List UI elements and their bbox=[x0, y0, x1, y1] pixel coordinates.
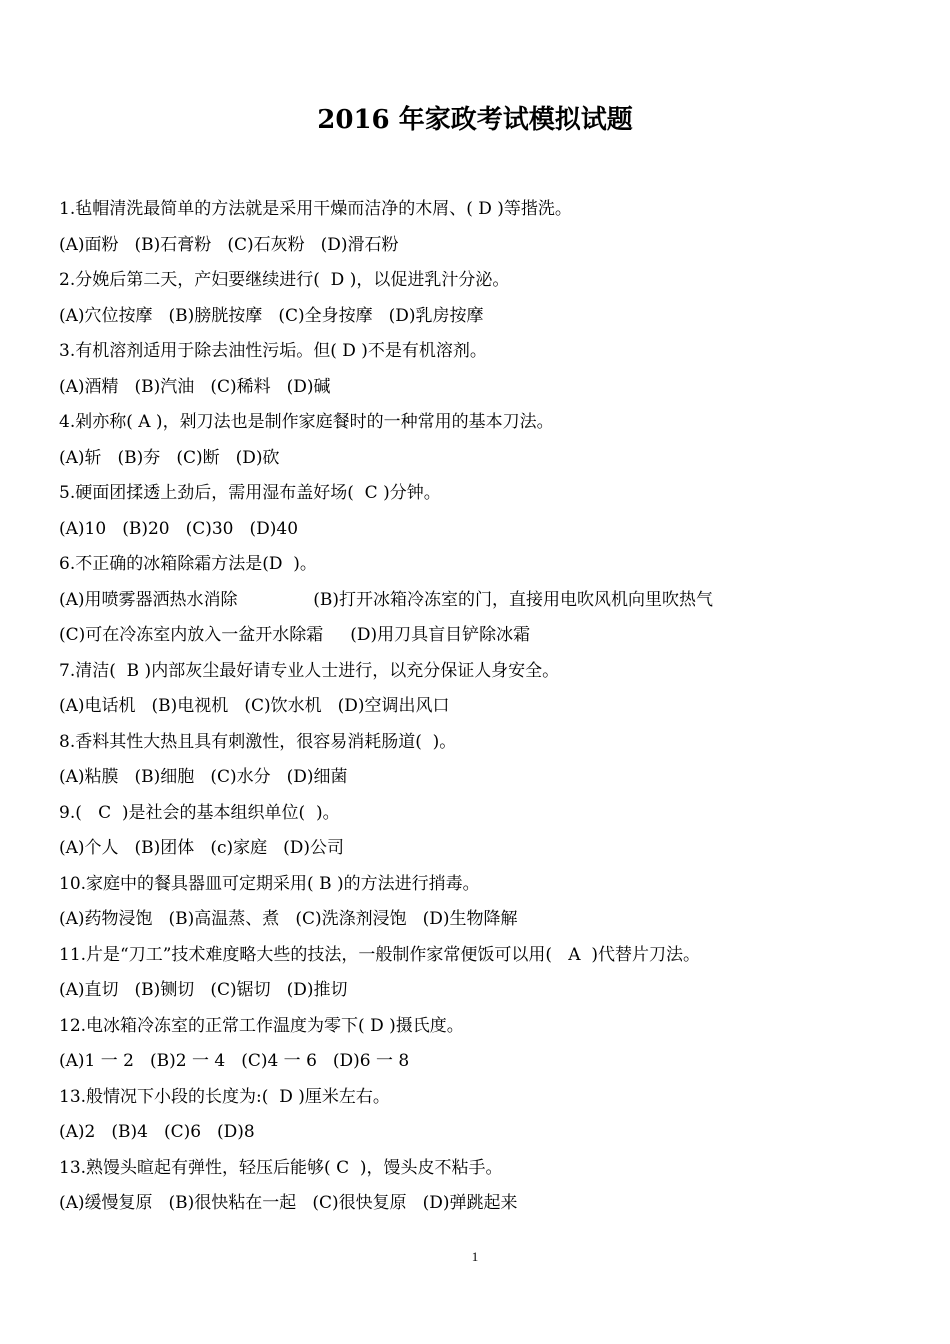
options-line bbox=[59, 512, 899, 548]
option-item: (A)面粉 bbox=[59, 234, 119, 255]
question-text: 10.家庭中的餐具器皿可定期采用( B )的方法进行捎毒。 bbox=[59, 873, 480, 894]
option-item: (D)细菌 bbox=[286, 767, 348, 787]
option-item: (C)很快复原 bbox=[312, 1193, 407, 1213]
option-item: (c)家庭 bbox=[210, 838, 268, 858]
question-text: 9.( C )是社会的基本组织单位( )。 bbox=[59, 802, 340, 823]
question-text: 8.香料其性大热且具有刺激性，很容易消耗肠道( )。 bbox=[59, 731, 457, 752]
option-item: (B)汽油 bbox=[134, 376, 195, 397]
question-text: 1.毡帽清洗最简单的方法就是采用干燥而洁净的木屑、( D )等揩洗。 bbox=[59, 199, 572, 219]
option-item: (A)个人 bbox=[59, 838, 119, 858]
option-item: (D)6 一 8 bbox=[332, 1051, 410, 1071]
option-item: (A)直切 bbox=[59, 980, 119, 1000]
option-item: (C)稀料 bbox=[210, 376, 271, 397]
option-item: (D)40 bbox=[249, 518, 299, 539]
option-item: (B)20 bbox=[122, 518, 170, 539]
option-item: (D)空调出风口 bbox=[337, 696, 450, 716]
question-text: 2.分娩后第二天，产妇要继续进行( D )，以促进乳汁分泌。 bbox=[59, 270, 510, 290]
option-item: (D)弹跳起来 bbox=[422, 1193, 518, 1213]
option-item: (C)4 一 6 bbox=[241, 1051, 317, 1071]
question-text: 13.般情况下小段的长度为:( D )厘米左右。 bbox=[59, 1086, 390, 1107]
option-item: (C)石灰粉 bbox=[227, 234, 305, 255]
option-item: (A)缓慢复原 bbox=[59, 1193, 153, 1213]
question-text: 7.清洁( B )内部灰尘最好请专业人士进行，以充分保证人身安全。 bbox=[59, 660, 560, 681]
option-item: (B)细胞 bbox=[134, 767, 195, 787]
question-list bbox=[59, 192, 899, 1222]
option-item: (B)夯 bbox=[117, 447, 161, 468]
options-line bbox=[59, 760, 899, 796]
option-item: (A)穴位按摩 bbox=[59, 305, 153, 326]
option-item: (A)药物浸饱 bbox=[59, 909, 153, 929]
options-line bbox=[59, 441, 899, 477]
document-title: 2016 年家政考试模拟试题 bbox=[317, 105, 633, 135]
options-line bbox=[59, 1186, 899, 1222]
options-line bbox=[59, 973, 899, 1009]
page-number: 1 bbox=[471, 1249, 479, 1264]
options-line bbox=[59, 370, 899, 406]
option-item: (D)砍 bbox=[235, 447, 280, 468]
options-line bbox=[59, 1044, 899, 1080]
option-item: (A)2 bbox=[59, 1122, 96, 1142]
option-item: (D)碱 bbox=[286, 376, 331, 397]
option-item: (A)电话机 bbox=[59, 696, 136, 716]
option-item: (B)很快粘在一起 bbox=[168, 1193, 297, 1213]
option-item: (C)30 bbox=[185, 518, 234, 539]
options-line bbox=[59, 1115, 899, 1151]
option-item: (C)全身按摩 bbox=[278, 305, 373, 326]
option-item: (C)锯切 bbox=[210, 980, 271, 1000]
question-text: 12.电冰箱冷冻室的正常工作温度为零下( D )摄氏度。 bbox=[59, 1015, 464, 1036]
option-item: (C)6 bbox=[163, 1122, 202, 1142]
option-item: (A)斩 bbox=[59, 447, 102, 468]
option-item: (B)膀胱按摩 bbox=[168, 305, 263, 326]
option-item: (B)2 一 4 bbox=[149, 1051, 226, 1071]
question-text: 13.熟馒头暄起有弹性，轻压后能够( C )，馒头皮不粘手。 bbox=[59, 1157, 503, 1178]
option-item: (B)石膏粉 bbox=[134, 234, 212, 255]
option-item: (D)乳房按摩 bbox=[388, 305, 484, 326]
options-line bbox=[59, 299, 899, 335]
options-line bbox=[59, 689, 899, 725]
options-line: (C)可在冷冻室内放入一盆开水除霜 (D)用刀具盲目铲除冰霜 bbox=[59, 625, 531, 645]
options-line: (A)用喷雾器洒热水消除 (B)打开冰箱冷冻室的门，直接用电吹风机向里吹热气 bbox=[59, 589, 713, 610]
option-item: (D)推切 bbox=[286, 980, 348, 1000]
question-text: 3.有机溶剂适用于除去油性污垢。但( D )不是有机溶剂。 bbox=[59, 341, 487, 361]
options-line bbox=[59, 831, 899, 867]
options-line bbox=[59, 902, 899, 938]
option-item: (D)滑石粉 bbox=[320, 234, 399, 255]
option-item: (D)8 bbox=[217, 1122, 255, 1142]
options-line bbox=[59, 228, 899, 264]
question-text: 11.片是“刀工”技术难度略大些的技法，一般制作家常便饭可以用( A )代替片刀法。 bbox=[59, 944, 700, 965]
question-text: 5.硬面团揉透上劲后，需用湿布盖好场( C )分钟。 bbox=[59, 483, 441, 503]
option-item: (B)团体 bbox=[134, 838, 195, 858]
option-item: (D)公司 bbox=[283, 838, 345, 858]
option-item: (C)水分 bbox=[210, 767, 271, 787]
option-item: (C)洗涤剂浸饱 bbox=[295, 909, 407, 929]
option-item: (A)酒精 bbox=[59, 376, 119, 397]
option-item: (B)4 bbox=[111, 1122, 148, 1142]
option-item: (C)饮水机 bbox=[244, 696, 322, 716]
option-item: (C)断 bbox=[176, 447, 220, 468]
option-item: (A)1 一 2 bbox=[59, 1051, 134, 1071]
option-item: (B)高温蒸、煮 bbox=[168, 909, 280, 929]
option-item: (D)生物降解 bbox=[422, 909, 518, 929]
option-item: (A)粘膜 bbox=[59, 767, 119, 787]
question-text: 4.剁亦称( A )，剁刀法也是制作家庭餐时的一种常用的基本刀法。 bbox=[59, 412, 554, 432]
question-text: 6.不正确的冰箱除霜方法是(D )。 bbox=[59, 554, 317, 574]
option-item: (B)铡切 bbox=[134, 980, 195, 1000]
option-item: (B)电视机 bbox=[151, 696, 229, 716]
option-item: (A)10 bbox=[59, 518, 107, 539]
